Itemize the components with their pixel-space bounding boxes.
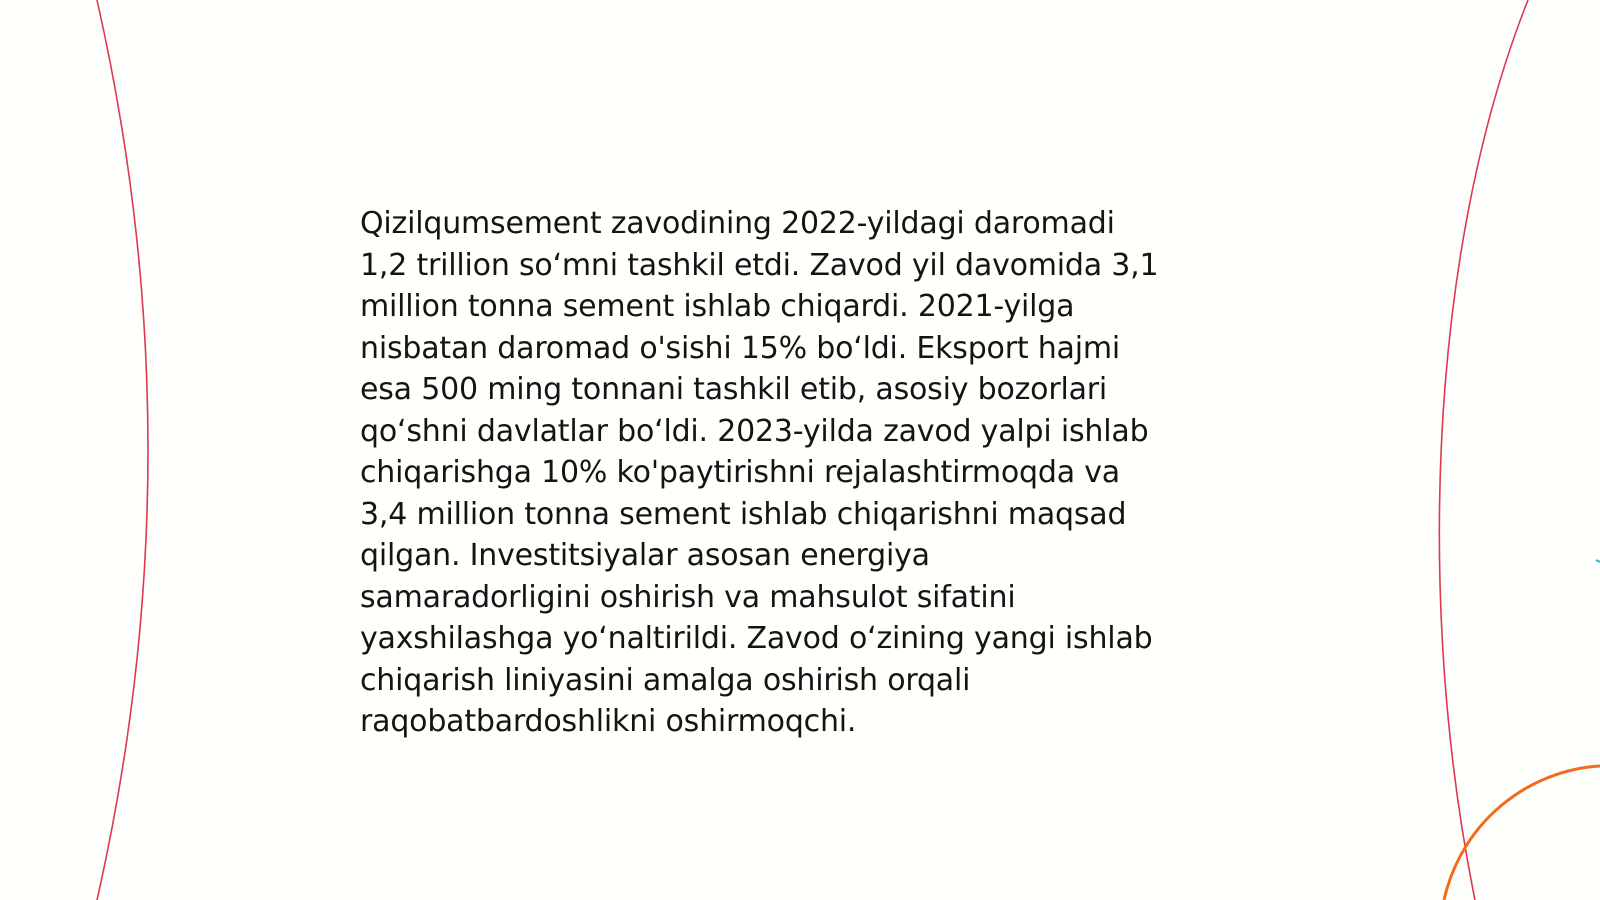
paragraph-line: raqobatbardoshlikni oshirmoqchi. xyxy=(360,704,857,739)
right-curve xyxy=(1439,0,1528,900)
left-curve xyxy=(97,0,148,900)
orange-circle-arc xyxy=(1444,766,1600,900)
main-paragraph xyxy=(360,203,1230,743)
paragraph-line: samaradorligini oshirish va mahsulot sifatini xyxy=(360,579,1016,615)
paragraph-line: chiqarish liniyasini amalga oshirish orqali xyxy=(360,662,971,698)
paragraph-line: yaxshilashga yo‘naltirildi. Zavod o‘zining yangi ishlab xyxy=(360,621,1153,656)
paragraph-line: Qizilqumsement zavodining 2022-yildagi daromadi xyxy=(360,206,1115,241)
paragraph-line: 1,2 trillion so‘mni tashkil etdi. Zavod yil davomida 3,1 xyxy=(360,247,1159,283)
paragraph-line: nisbatan daromad o'sishi 15% bo‘ldi. Eksport hajmi xyxy=(360,330,1121,366)
paragraph-line: million tonna sement ishlab chiqardi. 2021-yilga xyxy=(360,289,1075,324)
paragraph-line: qo‘shni davlatlar bo‘ldi. 2023-yilda zavod yalpi ishlab xyxy=(360,413,1149,449)
paragraph-line: 3,4 million tonna sement ishlab chiqarishni maqsad xyxy=(360,496,1127,532)
paragraph-line: esa 500 ming tonnani tashkil etib, asosiy bozorlari xyxy=(360,372,1108,407)
paragraph-line: chiqarishga 10% ko'paytirishni rejalashtirmoqda va xyxy=(360,455,1120,490)
paragraph-line: qilgan. Investitsiyalar asosan energiya xyxy=(360,538,930,573)
teal-accent-mark xyxy=(1596,560,1600,562)
